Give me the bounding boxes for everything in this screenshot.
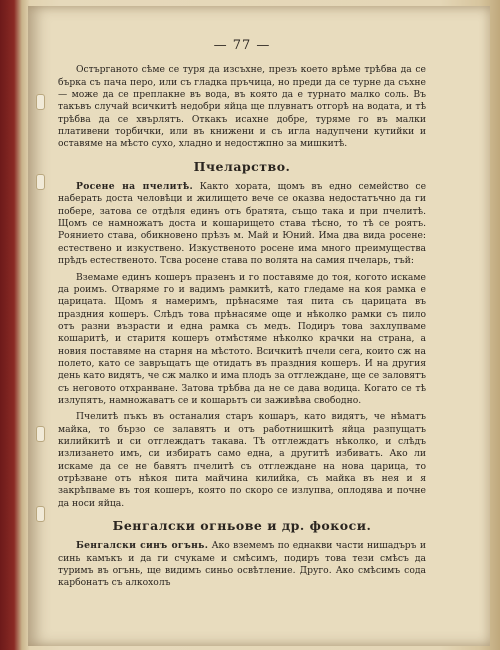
paragraph: Остърганото сѣме се туря да изсъхне, презъ което врѣме трѣбва да се бърка съ пача перо, или съ гладка пръчица, но преди да се турне да съхне — може да се пpеплакне въ вода, въ която да е турнато малко соль. Въ такъвъ случай всичкитѣ недобри яйца ще плувнатъ отгорѣ на водата, и тѣ трѣбва да се хвърлятъ. Откакъ исахне добре, туряме го въ малки плативени торбички, или въ книжени и съ игла надупчени кутийки и оставяме на мѣсто сухо, хладно и недостжпно за мишкитѣ. xyxy=(58,64,426,150)
binding-stitch xyxy=(36,426,45,442)
page-content xyxy=(58,40,426,590)
paragraph: Пчелитѣ пъкъ въ останалия старъ кошаръ, като видятъ, че нѣматъ майка, то бързо се залавятъ и отъ работнишкитѣ яйца разпущатъ килийкитѣ и си отглеждатъ такава. Тѣ отглеждатъ нѣколко, и слѣдъ излизането имъ, си избиратъ само една, а другитѣ избиватъ. Ако ли искаме да се не бавятъ пчелитѣ съ отглеждане на нова царица, то отрѣзване отъ нѣкоя пита майчина килийка, съ майка въ нея и я закрѣпваме въ тоя кошеръ, която по скоро се излупва, оплодява и почне да носи яйца. xyxy=(58,411,426,509)
run-in-heading: Росене на пчелитѣ. xyxy=(76,181,194,193)
section-title: Бенгалски огньове и др. фокоси. xyxy=(112,518,372,534)
binding-stitch xyxy=(36,174,45,190)
paragraph-text: Както хората, щомъ въ едно семейство се наберать доста человѣци и жилището вече се оказва недостатъчно да ги побере, затова се отдѣля единъ отъ братята, също така и при пчелитѣ. Щомъ се намножатъ доста и кошарището става тѣсно, то тѣ се роятъ. Роянието става, обикновено прѣзъ м. Май и Юний. Има два вида росене: естествено и изкуствено. Изкуственото росене има много преимущества прѣдъ естественото. Тсва росене става по волята на самия пчеларь, тъй: xyxy=(58,181,427,267)
page-number: — 77 — xyxy=(213,38,271,53)
binding-stitch xyxy=(36,94,45,110)
paragraph: Вземаме единъ кошеръ празенъ и го поставяме до тоя, когото искаме да роимъ. Отваряме го и вадимъ рамкитѣ, като гледаме на коя рамка е царицата. Щомъ я намеримъ, прѣнасяме тая пита съ царицата въ праздния кошеръ. Слѣдъ това прѣнасяме още и нѣколко рамки съ пило отъ разни възрасти и една рамка съ медъ. Подиръ това захлупваме кошаритѣ, и старитя кошеръ отмѣстяме нѣколко крачки на страна, а новия поставяме на старня на мѣстото. Всичкитѣ пчели сега, които сж на полето, като се завръщатъ ще отидатъ въ праздния кошеръ. И на другия день като видятъ, че сж малко и има плодъ за отглеждане, ще се заловятъ съ неговото отхранване. Затова трѣбва да не се дава водица. Когато се тѣ излупятъ, намножаватъ се и кошарьтъ си заживѣва свободно. xyxy=(58,271,426,406)
run-in-heading: Бенгалски синъ огънь. xyxy=(76,540,209,552)
section-title: Пчеларство. xyxy=(193,158,291,174)
paragraph-text: Ако вземемъ по еднакви части нишадъръ и синь камъкъ и да ги счукаме и смѣсимъ, подиръ това тези смѣсъ да туримъ въ огънь, ще видимъ синьо освѣтление. Друго. Ако смѣсимъ сода карбонатъ съ алкохолъ xyxy=(58,540,426,589)
paragraph xyxy=(58,540,426,589)
paragraph xyxy=(58,181,426,267)
binding-stitch xyxy=(36,506,45,522)
